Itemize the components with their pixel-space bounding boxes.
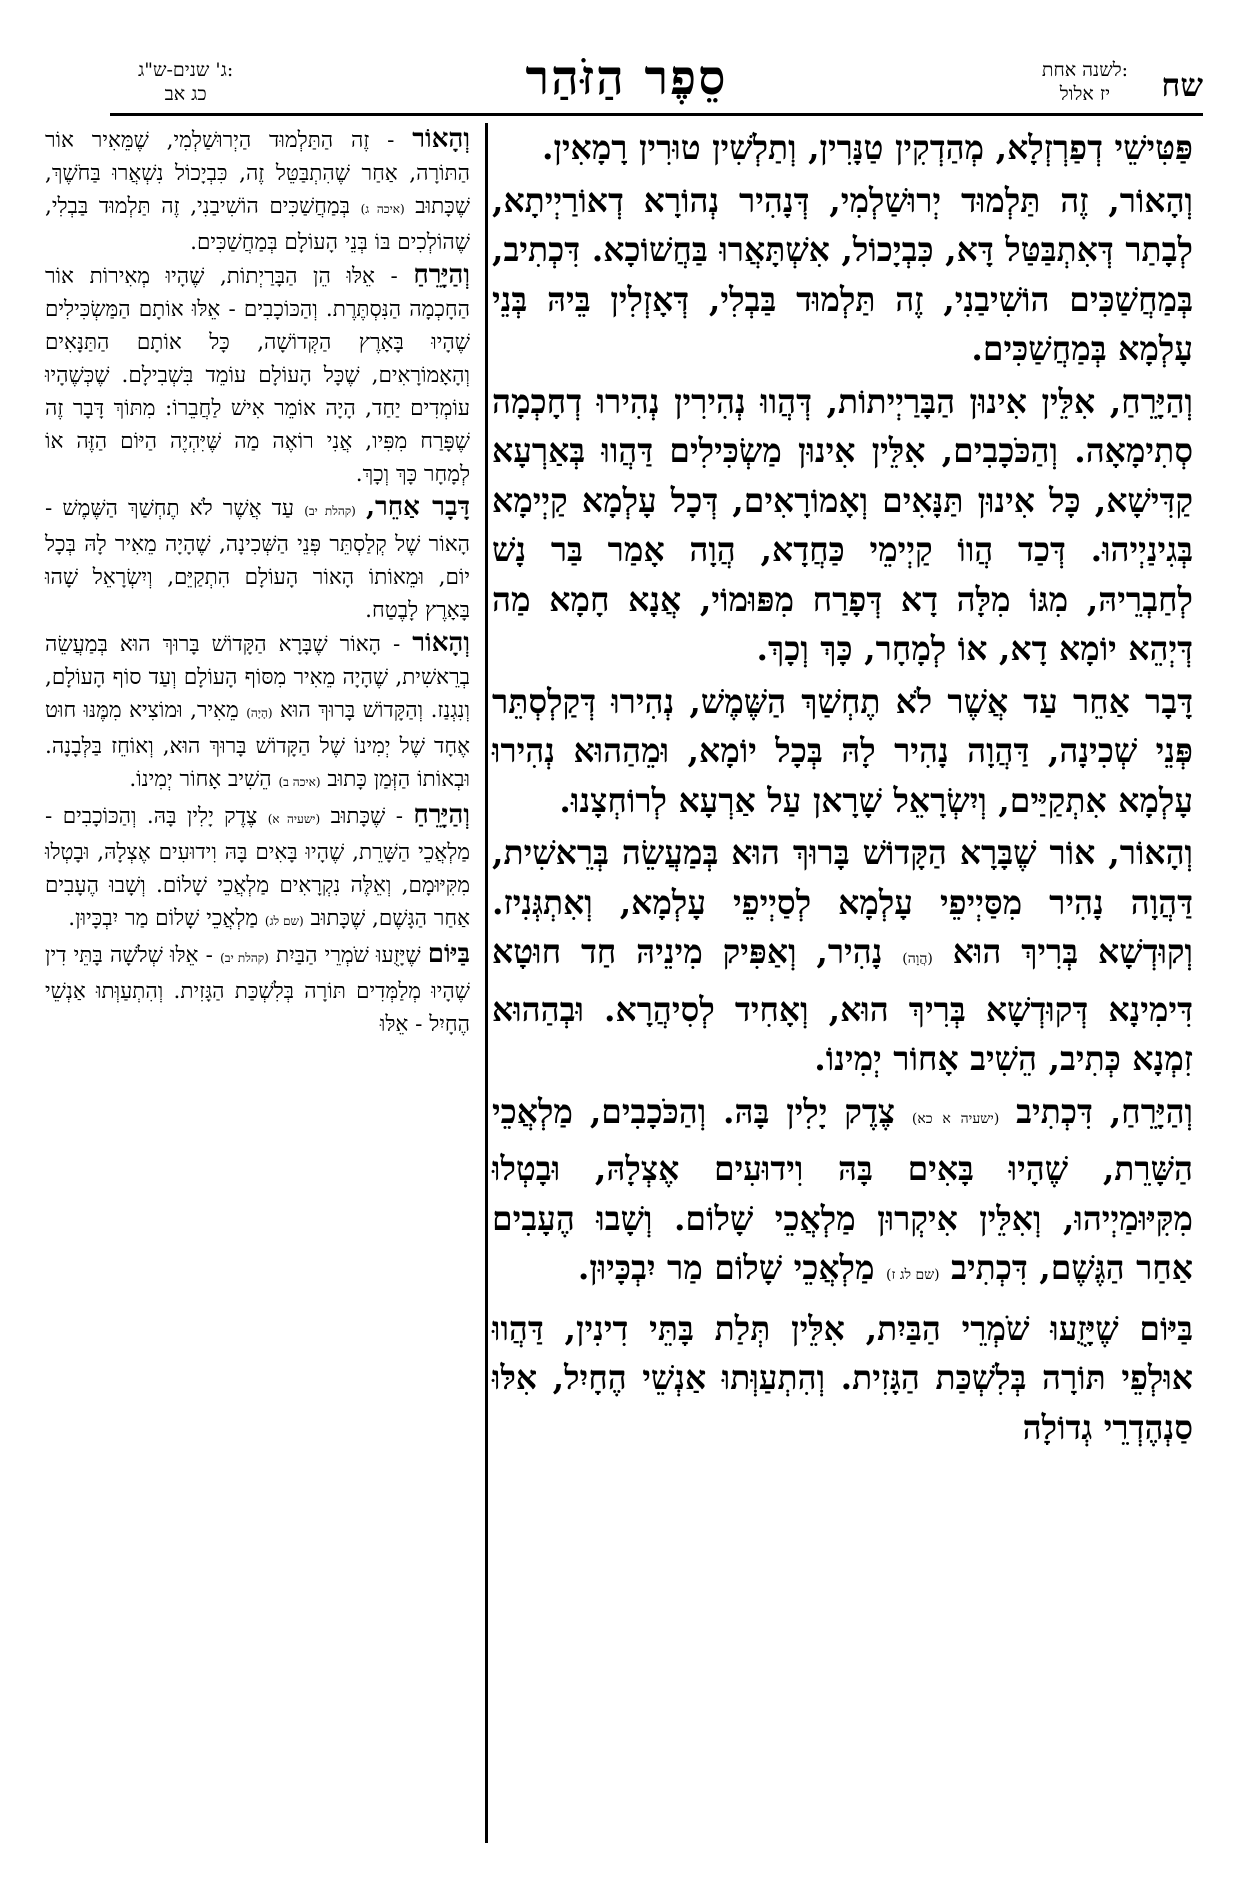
- main-text-column: [492, 123, 1193, 1455]
- study-schedule-three-years: [138, 58, 233, 106]
- main-paragraph: פַּטִּישֵׁי דְפַרְזְלָא, מְהַדְקִין טַנָּרִין, וְתַלְשִׁין טוּרִין רָמָאִין.: [542, 128, 1193, 167]
- citation: (איכה ב): [278, 775, 321, 789]
- citation: (הָיָה): [246, 706, 273, 720]
- schedule-label: ג' שנים-ש"ג:: [138, 59, 234, 81]
- translation-paragraph: וְהַיָּרֵחַ - אֵלּוּ הֵן הַבָּרַיְתוֹת, שֶׁהָיוּ מְאִירוֹת אוֹר הַחָכְמָה הַנִּסְתֶּרֶת. וְהַכּוֹכָבִים - אֵלּוּ אוֹתָם הַמַּשְׂכִּילִים שֶׁהָיוּ בָּאָרֶץ הַקְּדוֹשָׁה, כָּל אוֹתָם הַתַּנָּאִים וְהָאָמוֹרָאִים, שֶׁכָּל הָעוֹלָם עוֹמֵד בִּשְׁבִילָם. שֶׁכְּשֶׁהָיוּ עוֹמְדִים יַחַד, הָיָה אוֹמֵר אִישׁ לַחֲבֵרוֹ: מִתּוֹךְ דָּבָר זֶה שֶׁפָּרַח מִפִּיו, אֲנִי רוֹאֶה מַה שֶּׁיִּהְיֶה הַיּוֹם הַזֶּה אוֹ לְמָחָר כָּךְ וְכָךְ.: [45, 260, 470, 487]
- schedule-label: לשנה אחת:: [1041, 59, 1128, 81]
- schedule-date: כג אב: [164, 83, 207, 105]
- column-divider: [485, 123, 488, 1843]
- translation-paragraph: וְהַיָּרֵחַ - שֶׁכָּתוּב (ישעיה א) צֶדֶק יָלִין בָּהּ. וְהַכּוֹכָבִים - מַלְאֲכֵי הַשָּׁרֵת, שֶׁהָיוּ בָּאִים בָּהּ וִידוּעִים אֶצְלָהּ, וּבָטְלוּ מִקִּיּוּמָם, וְאֵלֶּה נִקְרָאִים מַלְאֲכֵי שָׁלוֹם. וְשָׁבוּ הֶעָבִים אַחַר הַגָּשֶׁם, שֶׁכָּתוּב (שם לג) מַלְאֲכֵי שָׁלוֹם מַר יִבְכָּיוּן.: [45, 800, 470, 931]
- main-paragraph: וְהָאוֹר, זֶה תַּלְמוּד יְרוּשַׁלְמִי, דְּנָהִיר נְהוֹרָא דְאוֹרַיְיתָא, לְבָתַר דְּאִתְבַּטַּל דָּא, כִּבְיָכוֹל, אִשְׁתָּאֲרוּ בַּחֲשׁוֹכָא. דִּכְתִיב, בְּמַחֲשַׁכִּים הוֹשִׁיבַנִי, זֶה תַּלְמוּד בַּבְלִי, דְּאָזְלִין בֵּיהּ בְּנֵי עָלְמָא בְּמַחֲשַׁכִּים.: [492, 180, 1193, 368]
- citation: (שם לג): [264, 914, 304, 928]
- translation-paragraph: בַּיּוֹם שֶׁיָּזֻעוּ שֹׁמְרֵי הַבַּיִת (קהלת יב) - אֵלּוּ שְׁלֹשָׁה בָּתֵּי דִין שֶׁהָיוּ מְלַמְּדִים תּוֹרָה בְּלִשְׁכַּת הַגָּזִית. וְהִתְעַוְּתוּ אַנְשֵׁי הֶחָיִל - אֵלּוּ: [45, 939, 470, 1037]
- translation-column: [45, 123, 470, 1041]
- citation: (הֲוָה): [902, 951, 933, 967]
- page-header: [30, 48, 1223, 110]
- translation-paragraph: וְהָאוֹר - זֶה הַתַּלְמוּד הַיְרוּשַׁלְמִי, שֶׁמֵּאִיר אוֹר הַתּוֹרָה, אַחַר שֶׁהִתְבַּטֵּל זֶה, כִּבְיָכוֹל נִשְׁאֲרוּ בַּחֹשֶׁךְ, שֶׁכָּתוּב (איכה ג) בְּמַחֲשַׁכִּים הוֹשִׁיבַנִי, זֶה תַּלְמוּד בַּבְלִי, שֶׁהוֹלְכִים בּוֹ בְּנֵי הָעוֹלָם בְּמַחֲשַׁכִּים.: [45, 124, 470, 255]
- citation: (איכה ג): [360, 202, 405, 216]
- main-paragraph: דָּבָר אַחֵר עַד אֲשֶׁר לֹא תֶחְשַׁךְ הַשֶּׁמֶשׁ, נְהִירוּ דְּקַלְסְתֵּר פְּנֵי שְׁכִינָה, דַּהֲוָה נָהִיר לָהּ בְּכָל יוֹמָא, וּמֵהַהוּא נְהִירוּ עָלְמָא אִתְקַיַּים, וְיִשְׂרָאֵל שָׁרָאן עַל אַרְעָא לְרוֹחְצָנוּ.: [492, 681, 1193, 820]
- translation-paragraph: דָּבָר אַחֵר, (קהלת יב) עַד אֲשֶׁר לֹא תֶחְשַׁךְ הַשֶּׁמֶשׁ - הָאוֹר שֶׁל קְלַסְתֵּר פְּנֵי הַשְּׁכִינָה, שֶׁהָיָה מֵאִיר לָהּ בְּכָל יוֹם, וּמֵאוֹתוֹ הָאוֹר הָעוֹלָם הִתְקַיֵּם, וְיִשְׂרָאֵל שָׁהוּ בָּאָרֶץ לָבֶטַח.: [45, 492, 470, 623]
- citation: (ישעיה א): [267, 812, 321, 826]
- book-title: סֵפֶר הַזֹּהַר: [525, 50, 728, 106]
- citation: (ישעיה א כא): [911, 1110, 1000, 1127]
- main-paragraph: וְהַיָּרֵחַ, דִּכְתִיב (ישעיה א כא) צֶדֶק יָלִין בָּהּ. וְהַכֹּכָבִים, מַלְאֲכֵי הַשָּׁרֵת, שֶׁהָיוּ בָּאִים בָּהּ וִידוּעִים אֶצְלָהּ, וּבָטְלוּ מִקִּיּוּמַיְיהוּ, וְאִלֵּין אִיקְרוּן מַלְאֲכֵי שָׁלוֹם. וְשָׁבוּ הֶעָבִים אַחַר הַגֶּשֶׁם, דִּכְתִיב (שם לג ז) מַלְאֲכֵי שָׁלוֹם מַר יִבְכָּיוּן.: [492, 1091, 1193, 1287]
- main-paragraph: וְהָאוֹר, אוֹר שֶׁבָּרָא הַקָּדוֹשׁ בָּרוּךְ הוּא בְּמַעֲשֵׂה בְּרֵאשִׁית, דַּהֲוָה נָהִיר מִסַּיְיפֵי עָלְמָא לְסַיְיפֵי עָלְמָא, וְאִתְגְּנִיז. וְקוּדְשָׁא בְּרִיךְ הוּא (הֲוָה) נָהִיר, וְאַפִּיק מִינֵיהּ חַד חוּטָא דִּימִינָא דְּקוּדְשָׁא בְּרִיךְ הוּא, וְאָחִיד לְסִיהֲרָא. וּבְהַהוּא זִמְנָא כְּתִיב, הֵשִׁיב אָחוֹר יְמִינוֹ.: [492, 833, 1193, 1078]
- main-paragraph: בַּיּוֹם שֶׁיָּזֻעוּ שֹׁמְרֵי הַבַּיִת, אִלֵּין תְּלַת בָּתֵּי דִינִין, דַּהֲווּ אוּלְפֵי תּוֹרָה בְּלִשְׁכַּת הַגָּזִית. וְהִתְעַוְּתוּ אַנְשֵׁי הֶחָיִל, אִלּוּ סַנְהֶדְרֵי גְדוֹלָה: [492, 1308, 1193, 1447]
- schedule-date: יז אלול: [1059, 83, 1111, 105]
- page-number: שח: [1161, 66, 1203, 104]
- main-paragraph: וְהַיָּרֵחַ, אִלֵּין אִינוּן הַבָּרַיְיתוֹת, דְּהֲווּ נְהִירִין נְהִירוּ דְחָכְמָה סְתִימָאָה. וְהַכֹּכָבִים, אִלֵּין אִינוּן מַשְׂכִּילִים דַּהֲווּ בְּאַרְעָא קַדִּישָׁא, כָּל אִינוּן תַּנָּאִים וְאָמוֹרָאִים, דְּכָל עָלְמָא קַיְימָא בְּגִינַיְיהוּ. דְּכַד הֲווֹ קַיְימֵי כַּחֲדָא, הֲוָה אָמַר בַּר נָשׁ לְחַבְרֵיהּ, מִגּוֹ מִלָּה דָא דְּפָרַח מִפּוּמוֹי, אֲנָא חָמָא מַה דְּיְהֵא יוֹמָא דָא, אוֹ לְמָחָר, כָּךְ וְכָךְ.: [492, 381, 1193, 668]
- citation: (קהלת יב): [304, 504, 356, 518]
- citation: (קהלת יב): [220, 951, 269, 965]
- citation: (שם לג ז): [886, 1267, 940, 1283]
- header-divider: [110, 113, 1203, 116]
- translation-paragraph: וְהָאוֹר - הָאוֹר שֶׁבָּרָא הַקָּדוֹשׁ בָּרוּךְ הוּא בְּמַעֲשֵׂה בְרֵאשִׁית, שֶׁהָיָה מֵאִיר מִסּוֹף הָעוֹלָם וְעַד סוֹף הָעוֹלָם, וְנִגְנַז. וְהַקָּדוֹשׁ בָּרוּךְ הוּא (הָיָה) מֵאִיר, וּמוֹצִיא מִמֶּנּוּ חוּט אֶחָד שֶׁל יְמִינוֹ שֶׁל הַקָּדוֹשׁ בָּרוּךְ הוּא, וְאוֹחֵז בַּלְּבָנָה. וּבְאוֹתוֹ הַזְּמַן כָּתוּב (איכה ב) הֵשִׁיב אָחוֹר יְמִינוֹ.: [45, 628, 470, 792]
